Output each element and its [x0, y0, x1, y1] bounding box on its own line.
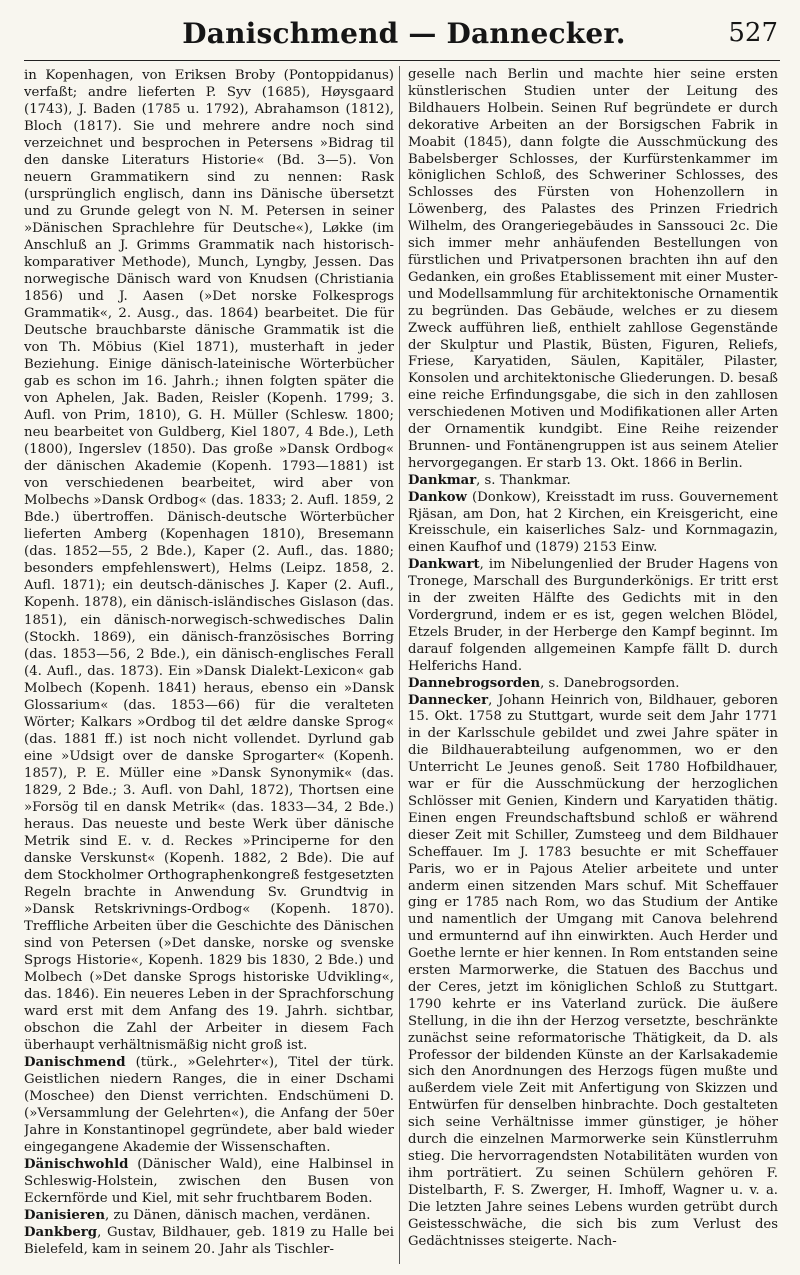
- entry-text: (türk., »Gelehrter«), Titel der türk. Geistlichen niedern Ranges, die in einer Dschami (Moschee) den Dienst verrichten. Endschümeni D. (»Versammlung der Gelehrten«), die Anfang der 50er Jahre in Konstantinopel gegründete, aber bald wieder eingegangene Akademie der Wissenschaften.: [24, 1054, 394, 1155]
- entry-headword: Dankow: [408, 489, 467, 505]
- entry-text: (Donkow), Kreisstadt im russ. Gouvernement Rjäsan, am Don, hat 2 Kirchen, ein Kreisgericht, eine Kreisschule, ein kaiserliches Salz- und Kornmagazin, einen Kaufhof und (1879) 2153 Einw.: [408, 489, 778, 556]
- entry-headword: Dannebrogsorden: [408, 675, 541, 691]
- dictionary-entry: [24, 1054, 394, 1156]
- dictionary-entry: [408, 693, 778, 1251]
- entry-text: , im Nibelungenlied der Bruder Hagens von Tronege, Marschall des Burgunderkönigs. Er tritt erst in der zweiten Hälfte des Gedichts mit in den Vordergrund, indem er es ist, gegen welchen Blödel, Etzels Bruder, in der Herberge den Kampf beginnt. Im darauf folgenden allgemeinen Kampfe fällt D. durch Helferichs Hand.: [408, 557, 778, 674]
- column-divider: [399, 66, 400, 1264]
- entry-text: (Dänischer Wald), eine Halbinsel in Schleswig-Holstein, zwischen den Busen von Eckernförde und Kiel, mit sehr fruchtbarem Boden.: [24, 1157, 394, 1207]
- entry-headword: Dänischwohld: [24, 1157, 129, 1172]
- entry-headword: Dankwart: [408, 557, 480, 573]
- page-number: 527: [728, 18, 778, 48]
- entry-headword: Dankmar: [408, 472, 477, 488]
- entry-headword: Danischmend: [24, 1054, 126, 1070]
- entry-text: , Johann Heinrich von, Bildhauer, geboren 15. Okt. 1758 zu Stuttgart, wurde seit dem Jahr 1771 in der Karlsschule gebildet und zwei Jahre später in die Bildhauerabteilung aufgenommen, wo er den Unterricht Le Jeunes genoß. Seit 1780 Hofbildhauer, war er für die Ausschmückung der herzoglichen Schlösser mit Genien, Kindern und Karyatiden thätig. Einen engen Freundschaftsbund schloß er während dieser Zeit mit Schiller, Zumsteeg und dem Bildhauer Scheffauer. Im J. 1783 besuchte er mit Scheffauer Paris, wo er in Pajous Atelier arbeitete und unter anderm einen sitzenden Mars schuf. Mit Scheffauer ging er 1785 nach Rom, wo das Studium der Antike und namentlich der Umgang mit Canova belehrend und ermunternd auf ihn einwirkten. Auch Herder und Goethe lernte er hier kennen. In Rom entstanden seine ersten Marmorwerke, die Statuen des Bacchus und der Ceres, jetzt im königlichen Schloß zu Stuttgart. 1790 kehrte er ins Vaterland zurück. Die äußere Stellung, in die ihn der Herzog versetzte, beschränkte zunächst seine reformatorische Thätigkeit, da D. als Professor der bildenden Künste an der Karlsakademie sich den Anordnungen des Herzogs fügen mußte und außerdem viele Zeit mit Anfertigung von Skizzen und Entwürfen für denselben hinbrachte. Doch gestalteten sich seine Verhältnisse immer günstiger, je höher durch die einzelnen Marmorwerke sein Künstlerruhm stieg. Die hervorragendsten Notabilitäten wurden von ihm porträtiert. Zu seinen Schülern gehören F. Distelbarth, F. S. Zwerger, H. Imhoff, Wagner u. v. a. Die letzten Jahre seines Lebens wurden getrübt durch Geistesschwäche, die sich bis zum Verlust des Gedächtnisses steigerte. Nach-: [408, 692, 778, 1249]
- entry-headword: Dannecker: [408, 692, 489, 708]
- left-column: [24, 67, 394, 1264]
- entry-text: , Gustav, Bildhauer, geb. 1819 zu Halle bei Bielefeld, kam in seinem 20. Jahr als Tischler-: [24, 1225, 394, 1258]
- entry-text: , s. Thankmar.: [476, 472, 571, 488]
- dictionary-entry: [24, 1156, 394, 1207]
- dictionary-entry: [408, 473, 778, 490]
- dictionary-entry: [24, 1207, 394, 1224]
- dictionary-entry: [408, 490, 778, 558]
- entry-text: geselle nach Berlin und machte hier seine ersten künstlerischen Studien unter der Leitung des Bildhauers Holbein. Seinen Ruf begründete er durch dekorative Arbeiten an der Borsigschen Fabrik in Moabit (1845), dann folgte die Ausschmückung des Babelsberger Schlosses, der Kurfürstenkammer im königlichen Schloß, des Schweriner Schlosses, des Schlosses des Fürsten von Hohenzollern in Löwenberg, des Palastes des Prinzen Friedrich Wilhelm, des Orangeriegebäudes in Sanssouci 2c. Die sich immer mehr anhäufenden Bestellungen von fürstlichen und Privatpersonen brachten ihn auf den Gedanken, ein großes Etablissement mit einer Muster- und Modellsammlung für architektonische Ornamentik zu begründen. Das Gebäude, welches er zu diesem Zweck aufführen ließ, enthielt zahllose Gegenstände der Skulptur und Plastik, Büsten, Figuren, Reliefs, Friese, Karyatiden, Säulen, Kapitäler, Pilaster, Konsolen und architektonische Gliederungen. D. besaß eine reiche Erfindungsgabe, die sich in den zahllosen verschiedenen Motiven und Modifikationen aller Arten der Ornamentik kundgibt. Eine Reihe reizender Brunnen- und Fontänengruppen ist aus seinem Atelier hervorgegangen. Er starb 13. Okt. 1866 in Berlin.: [408, 67, 778, 471]
- dictionary-entry: [24, 1224, 394, 1258]
- entry-headword: Danisieren: [24, 1208, 105, 1224]
- dictionary-entry: [408, 676, 778, 693]
- entry-text: , s. Danebrogsorden.: [540, 675, 680, 691]
- entry-continuation: [24, 67, 394, 1054]
- dictionary-entry: [408, 557, 778, 675]
- entry-headword: Dankberg: [24, 1225, 98, 1241]
- entry-continuation: [408, 67, 778, 473]
- right-column: [408, 67, 778, 1264]
- header-rule: [24, 60, 780, 61]
- entry-text: in Kopenhagen, von Eriksen Broby (Pontoppidanus) verfaßt; andre lieferten P. Syv (1685), Høysgaard (1743), J. Baden (1785 u. 1792), Abrahamson (1812), Bloch (1817). Sie und mehrere andre noch sind verzeichnet und besprochen in Petersens »Bidrag til den danske Literaturs Historie« (Bd. 3—5). Von neuern Grammatikern sind zu nennen: Rask (ursprünglich englisch, dann ins Dänische übersetzt und zu Grunde gelegt von N. M. Petersen in seiner »Dänischen Sprachlehre für Deutsche«), Løkke (im Anschluß an J. Grimms Grammatik nach historisch-komparativer Methode), Munch, Lyngby, Jessen. Das norwegische Dänisch ward von Knudsen (Christiania 1856) und J. Aasen (»Det norske Folkesprogs Grammatik«, 2. Ausg., das. 1864) bearbeitet. Die für Deutsche brauchbarste dänische Grammatik ist die von Th. Möbius (Kiel 1871), musterhaft in jeder Beziehung. Einige dänisch-lateinische Wörterbücher gab es schon im 16. Jahrh.; ihnen folgten später die von Aphelen, Jak. Baden, Reisler (Kopenh. 1799; 3. Aufl. von Prim, 1810), G. H. Müller (Schlesw. 1800; neu bearbeitet von Guldberg, Kiel 1807, 4 Bde.), Leth (1800), Ingerslev (1850). Das große »Dansk Ordbog« der dänischen Akademie (Kopenh. 1793—1881) ist von verschiedenen bearbeitet, wird aber von Molbechs »Dansk Ordbog« (das. 1833; 2. Aufl. 1859, 2 Bde.) übertroffen. Dänisch-deutsche Wörterbücher lieferten Amberg (Kopenhagen 1810), Bresemann (das. 1852—55, 2 Bde.), Kaper (2. Aufl., das. 1880; besonders empfehlenswert), Helms (Leipz. 1858, 2. Aufl. 1871); ein deutsch-dänisches J. Kaper (2. Aufl., Kopenh. 1878), ein dänisch-isländisches Gislason (das. 1851), ein dänisch-norwegisch-schwedisches Dalin (Stockh. 1869), ein dänisch-französisches Borring (das. 1853—56, 2 Bde.), ein dänisch-englisches Ferall (4. Aufl., das. 1873). Ein »Dansk Dialekt-Lexicon« gab Molbech (Kopenh. 1841) heraus, ebenso ein »Dansk Glossarium« (das. 1853—66) für die veralteten Wörter; Kalkars »Ordbog til det ældre danske Sprog« (das. 1881 ff.) ist noch nicht vollendet. Dyrlund gab eine »Udsigt over de danske Sprogarter« (Kopenh. 1857), P. E. Müller eine »Dansk Synonymik« (das. 1829, 2 Bde.; 3. Aufl. von Dahl, 1872), Thortsen eine »Forsög til en dansk Metrik« (das. 1833—34, 2 Bde.) heraus. Das neueste und beste Werk über dänische Metrik sind E. v. d. Reckes »Principerne for den danske Verskunst« (Kopenh. 1882, 2 Bde). Die auf dem Stockholmer Orthographenkongreß festgesetzten Regeln brachte in Anwendung Sv. Grundtvig in »Dansk Retskrivnings-Ordbog« (Kopenh. 1870). Treffliche Arbeiten über die Geschichte des Dänischen sind von Petersen (»Det danske, norske og svenske Sprogs Historie«, Kopenh. 1829 bis 1830, 2 Bde.) und Molbech (»Det danske Sprogs historiske Udvikling«, das. 1846). Ein neueres Leben in der Sprachforschung ward erst mit dem Anfang des 19. Jahrh. sichtbar, obschon die Zahl der Arbeiter in diesem Fach überhaupt verhältnismäßig nicht groß ist.: [24, 68, 394, 1053]
- entry-text: , zu Dänen, dänisch machen, verdänen.: [105, 1208, 371, 1224]
- running-head: Danischmend — Dannecker.: [182, 16, 626, 50]
- page-header: [30, 10, 778, 56]
